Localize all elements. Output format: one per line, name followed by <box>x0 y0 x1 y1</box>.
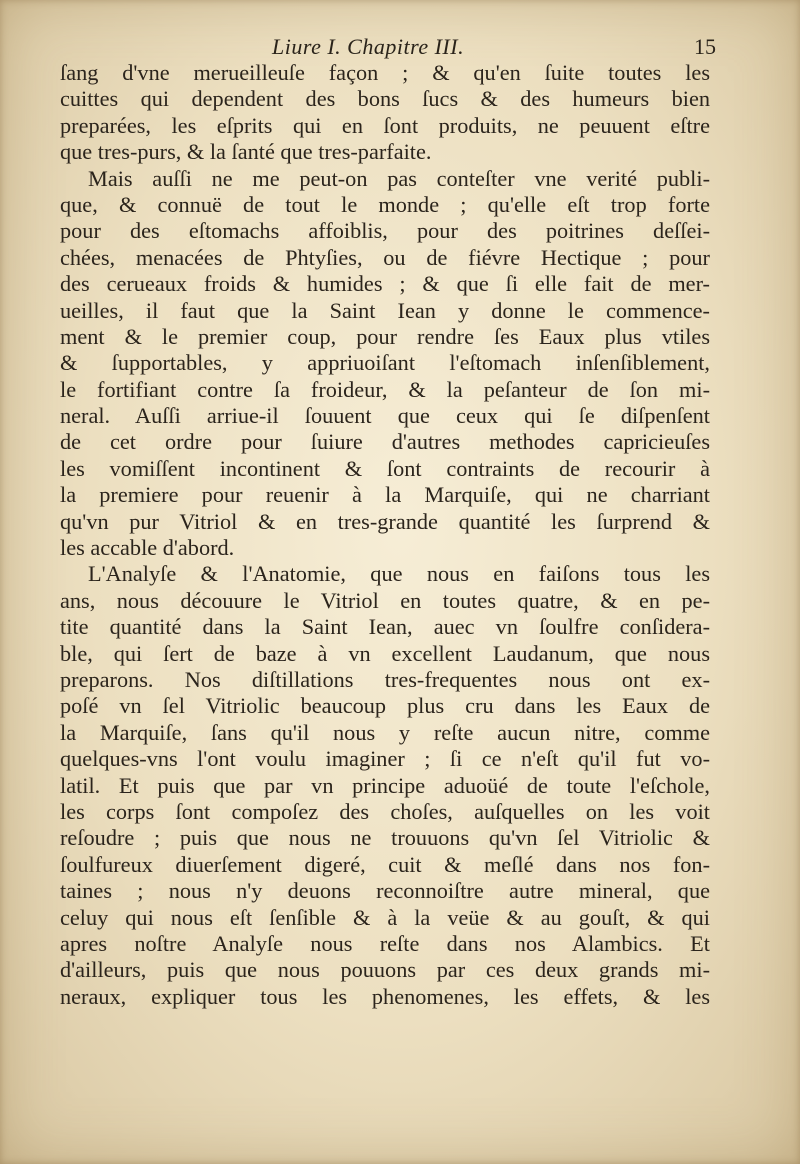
page-header <box>62 30 716 60</box>
text-line: apres noſtre Analyſe nous reſte dans nos Alambics. Et <box>60 930 710 956</box>
text-line: la premiere pour reuenir à la Marquiſe, qui ne charriant <box>60 482 710 508</box>
text-line: qu'vn pur Vitriol & en tres-grande quantité les ſurprend & <box>60 508 710 534</box>
text-line: pour des eſtomachs affoiblis, pour des poitrines deſſei- <box>60 218 710 244</box>
text-line: ſoulfureux diuerſement digeré, cuit & meſlé dans nos fon- <box>60 851 710 877</box>
body-text <box>60 60 710 1010</box>
text-line: ment & le premier coup, pour rendre ſes Eaux plus vtiles <box>60 323 710 349</box>
text-line: tite quantité dans la Saint Iean, auec vn ſoulfre conſidera- <box>60 614 710 640</box>
text-line: d'ailleurs, puis que nous pouuons par ces deux grands mi- <box>60 957 710 983</box>
text-line: taines ; nous n'y deuons reconnoiſtre autre mineral, que <box>60 878 710 904</box>
text-line: neral. Auſſi arriue-il ſouuent que ceux qui ſe diſpenſent <box>60 403 710 429</box>
text-line: neraux, expliquer tous les phenomenes, les effets, & les <box>60 983 710 1009</box>
text-line: celuy qui nous eſt ſenſible & à la veüe & au gouſt, & qui <box>60 904 710 930</box>
text-line: poſé vn ſel Vitriolic beaucoup plus cru dans les Eaux de <box>60 693 710 719</box>
text-line: ans, nous découure le Vitriol en toutes quatre, & en pe- <box>60 587 710 613</box>
paragraph <box>60 166 710 562</box>
text-line: latil. Et puis que par vn principe aduoüé de toute l'eſchole, <box>60 772 710 798</box>
text-line: preparées, les eſprits qui en ſont produits, ne peuuent eſtre <box>60 112 710 138</box>
text-line: chées, menacées de Phtyſies, ou de fiévre Hectique ; pour <box>60 244 710 270</box>
text-line: des cerueaux froids & humides ; & que ſi elle fait de mer- <box>60 271 710 297</box>
text-line: de cet ordre pour ſuiure d'autres methodes capricieuſes <box>60 429 710 455</box>
paragraph <box>60 60 710 166</box>
text-line: Mais auſſi ne me peut-on pas conteſter vne verité publi- <box>88 165 710 191</box>
text-line: quelques-vns l'ont voulu imaginer ; ſi ce n'eſt qu'il fut vo- <box>60 746 710 772</box>
text-line: ueilles, il faut que la Saint Iean y donne le commence- <box>60 297 710 323</box>
text-line: les accable d'abord. <box>60 535 235 561</box>
text-line: que tres-purs, & la ſanté que tres-parfaite. <box>60 139 432 165</box>
text-line: la Marquiſe, ſans qu'il nous y reſte aucun nitre, comme <box>60 719 710 745</box>
text-line: L'Analyſe & l'Anatomie, que nous en faiſons tous les <box>88 561 710 587</box>
text-line: & ſupportables, y appriuoiſant l'eſtomach inſenſiblement, <box>60 350 710 376</box>
text-line: les vomiſſent incontinent & ſont contraints de recourir à <box>60 455 710 481</box>
page-number: 15 <box>694 34 716 59</box>
text-line: ſang d'vne merueilleuſe façon ; & qu'en ſuite toutes les <box>60 60 710 85</box>
text-line: les corps ſont compoſez des choſes, auſquelles on les voit <box>60 798 710 824</box>
text-line: reſoudre ; puis que nous ne trouuons qu'vn ſel Vitriolic & <box>60 825 710 851</box>
text-line: cuittes qui dependent des bons ſucs & des humeurs bien <box>60 86 710 112</box>
text-line: le fortifiant contre ſa froideur, & la peſanteur de ſon mi- <box>60 376 710 402</box>
running-head: Liure I. Chapitre III. <box>272 34 465 59</box>
text-line: preparons. Nos diſtillations tres-frequentes nous ont ex- <box>60 666 710 692</box>
text-line: ble, qui ſert de baze à vn excellent Laudanum, que nous <box>60 640 710 666</box>
paragraph <box>60 561 710 1010</box>
text-line: que, & connuë de tout le monde ; qu'elle eſt trop forte <box>60 191 710 217</box>
